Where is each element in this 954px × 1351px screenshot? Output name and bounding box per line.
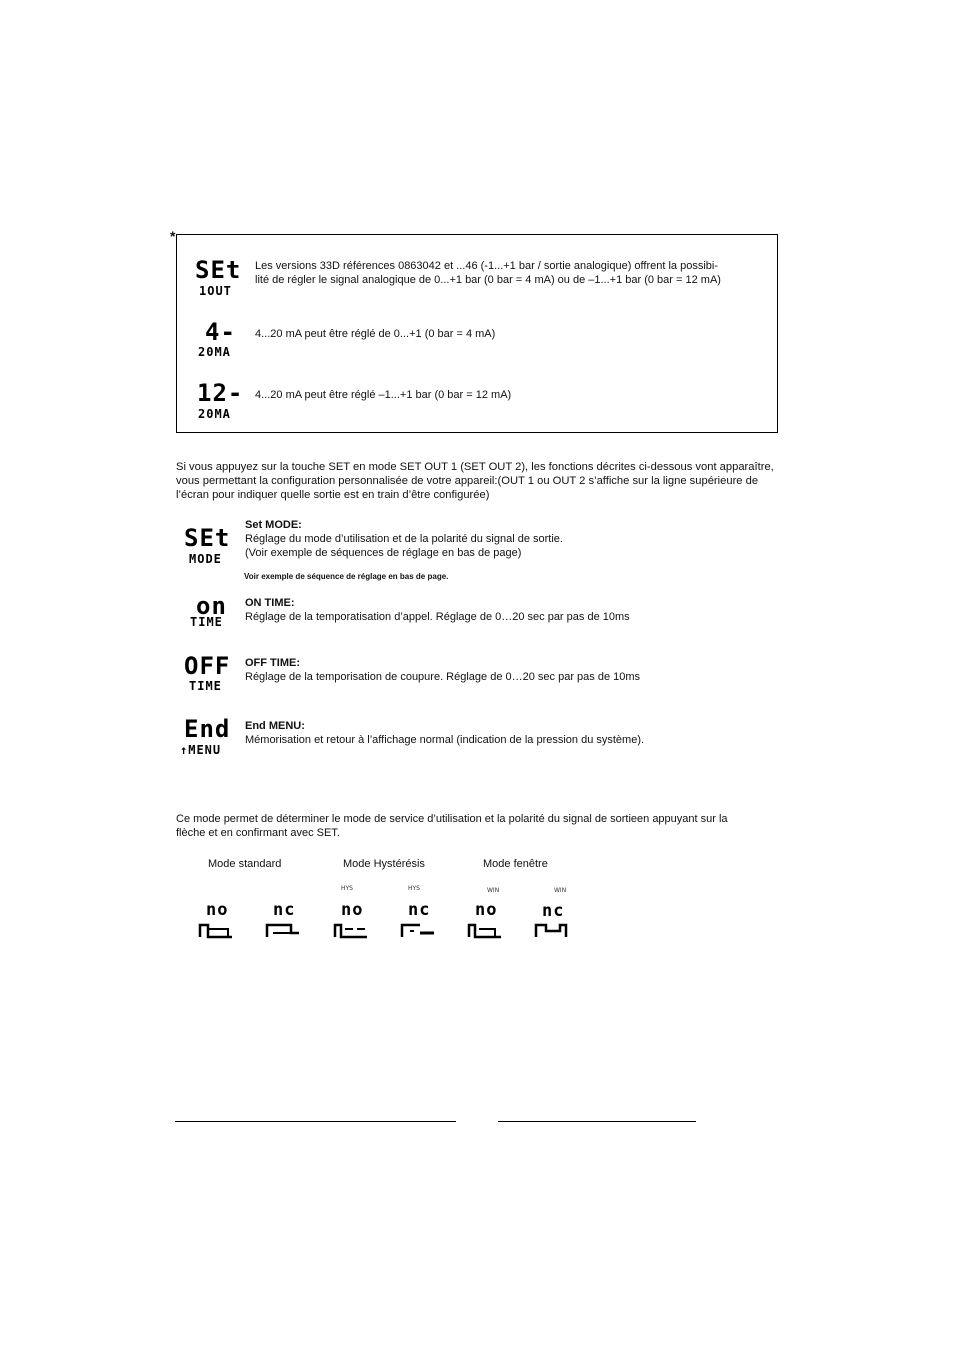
mode-tag-win-2: WIN (554, 887, 567, 894)
waveform-win-no-icon (467, 921, 507, 939)
mode-display-hys-nc: nc (408, 900, 431, 920)
box-row2-text: 4...20 mA peut être réglé de 0...+1 (0 bar = 4 mA) (255, 328, 496, 340)
mode-label-window: Mode fenêtre (483, 858, 548, 870)
mode-display-standard-nc: nc (273, 900, 296, 920)
small-note: Voir exemple de séquence de réglage en bas de page. (244, 572, 449, 581)
box-row1-text-line2: lité de régler le signal analogique de 0...+1 bar (0 bar = 4 mA) ou de –1...+1 bar (0 bar = 12 mA) (255, 274, 721, 286)
waveform-hys-no-icon (333, 921, 373, 939)
lcd-off-time-top: OFF (184, 652, 231, 680)
waveform-standard-no-icon (198, 921, 238, 939)
lcd-12-20-bottom: 20MA (198, 407, 231, 421)
off-time-desc: Réglage de la temporisation de coupure. Réglage de 0…20 sec par pas de 10ms (245, 671, 641, 683)
waveform-win-nc-icon (534, 921, 574, 939)
on-time-title: ON TIME: (245, 597, 295, 609)
mode-tag-hys-1: HYS (341, 885, 353, 892)
mode-label-standard: Mode standard (208, 858, 282, 870)
mode-tag-hys-2: HYS (408, 885, 420, 892)
intro-line2: vous permettant la configuration personnalisée de votre appareil:(OUT 1 ou OUT 2 s’affiche sur la ligne supérieure de (176, 475, 759, 487)
lcd-off-time-bottom: TIME (189, 679, 222, 693)
lcd-4-20-bottom: 20MA (198, 345, 231, 359)
mode-display-standard-no: no (206, 900, 229, 920)
set-mode-desc-line2: (Voir exemple de séquences de réglage en bas de page) (245, 547, 522, 559)
lcd-set-out-top: SEt (195, 256, 242, 284)
bottom-rule-left (175, 1121, 456, 1122)
lcd-end-menu-top: End (184, 715, 231, 743)
mode-display-hys-no: no (341, 900, 364, 920)
end-menu-desc: Mémorisation et retour à l’affichage normal (indication de la pression du système). (245, 734, 645, 746)
intro-line1: Si vous appuyez sur la touche SET en mode SET OUT 1 (SET OUT 2), les fonctions décrites ci-dessous vont apparaître, (176, 461, 774, 473)
mode-display-win-nc: nc (542, 901, 565, 921)
lcd-set-mode-bottom: MODE (189, 552, 222, 566)
mode-para-line1: Ce mode permet de déterminer le mode de service d’utilisation et la polarité du signal de sortieen appuyant sur la (176, 813, 728, 825)
waveform-hys-nc-icon (400, 921, 440, 939)
lcd-end-menu-bottom: ↑MENU (180, 743, 222, 757)
lcd-4-20-top: 4- (205, 318, 236, 346)
on-time-desc: Réglage de la temporatisation d’appel. Réglage de 0…20 sec par pas de 10ms (245, 611, 630, 623)
lcd-on-time-bottom: TIME (190, 615, 223, 629)
lcd-12-20-top: 12- (197, 379, 244, 407)
intro-line3: l’écran pour indiquer quelle sortie est en train d’être configurée) (176, 489, 490, 501)
box-row3-text: 4...20 mA peut être réglé –1...+1 bar (0 bar = 12 mA) (255, 389, 512, 401)
mode-para-line2: flèche et en confirmant avec SET. (176, 827, 340, 839)
waveform-standard-nc-icon (265, 921, 305, 939)
off-time-title: OFF TIME: (245, 657, 300, 669)
end-menu-title: End MENU: (245, 720, 305, 732)
mode-display-win-no: no (475, 900, 498, 920)
bottom-rule-right (498, 1121, 696, 1122)
lcd-set-out-bottom: 1OUT (199, 284, 232, 298)
lcd-set-mode-top: SEt (184, 524, 231, 552)
lcd-on-time-top: on (196, 592, 227, 620)
set-mode-desc-line1: Réglage du mode d’utilisation et de la polarité du signal de sortie. (245, 533, 563, 545)
set-mode-title: Set MODE: (245, 519, 302, 531)
mode-tag-win-1: WIN (487, 887, 500, 894)
footnote-star: * (170, 228, 176, 244)
mode-label-hysteresis: Mode Hystérésis (343, 858, 425, 870)
box-row1-text-line1: Les versions 33D références 0863042 et ...46 (-1...+1 bar / sortie analogique) offrent la possibi- (255, 260, 718, 272)
